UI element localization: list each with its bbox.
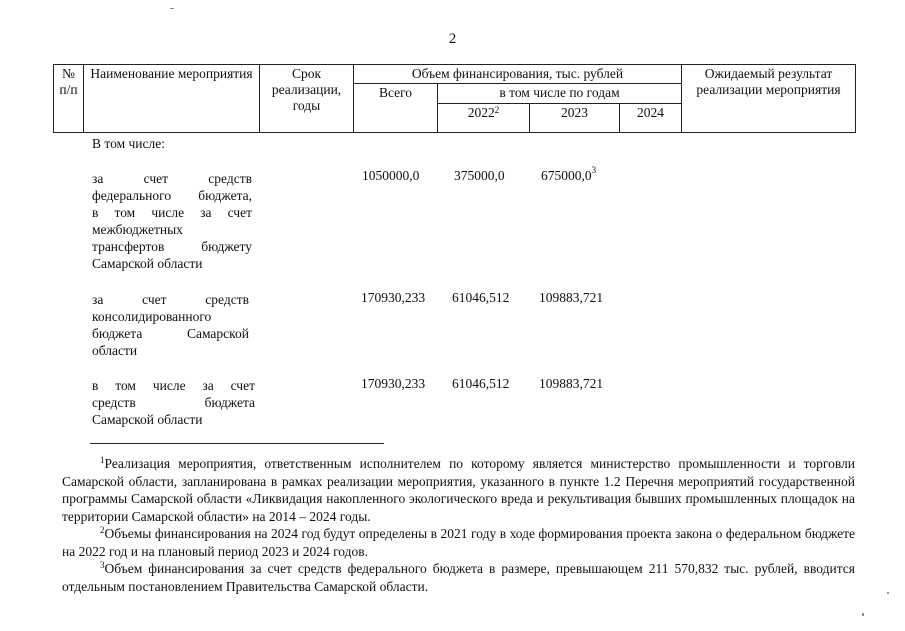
header-term: Срок реализации, годы [260,65,354,133]
row-regional-line: Самарской области [92,412,203,427]
row-consolidated-2022: 61046,512 [452,290,510,305]
header-year-2024: 2024 [620,104,682,133]
row-regional-2023: 109883,721 [539,376,604,391]
scan-speck [887,592,889,594]
header-number: № п/п [54,65,84,133]
row-federal-2022: 375000,0 [454,168,505,183]
row-federal-line: в том числе за счет [92,205,252,220]
scan-speck [862,613,864,616]
header-expected-result: Ожидаемый результат реализации мероприятия [682,65,856,133]
row-federal-total: 1050000,0 [362,168,420,183]
row-consolidated-name [92,291,249,359]
header-activity-name: Наименование мероприятия [84,65,260,133]
row-consolidated-2023: 109883,721 [539,290,604,305]
row-federal-line: Самарской области [92,256,203,271]
footnote-3: $^3$Объем финансирования за счет средств федерального бюджета в размере, превышающем 211 570,832 тыс. рублей, вводится отдельным постановлением Правительства Самарской области. [62,560,855,594]
header-year-2023: 2023 [530,104,620,133]
page-number: 2 [448,31,457,47]
row-federal-name [92,170,252,272]
footnote-2: $^2$Объемы финансирования на 2024 год будут определены в 2021 году в ходе формирования проекта закона о федеральном бюджете на 2022 год и на плановый период 2023 и 2024 годов. [62,525,855,559]
row-consolidated-line: области [92,343,138,358]
row-consolidated-line: консолидированного [92,309,212,324]
row-consolidated-line: бюджета Самарской [92,326,249,341]
row-federal-line: за счет средств [92,171,252,186]
row-federal-2023: 675000,0$^3$ [541,165,597,183]
row-regional-total: 170930,233 [361,376,426,391]
row-federal-line: межбюджетных [92,222,183,237]
row-federal-line: трансфертов бюджету [92,239,252,254]
row-regional-line: средств бюджета [92,395,255,410]
row-federal-line: федерального бюджета, [92,188,252,203]
header-funding: Объем финансирования, тыс. рублей [354,65,682,84]
footnotes [62,455,855,595]
row-regional-line: в том числе за счет [92,378,255,393]
header-by-year: в том числе по годам [438,84,682,104]
row-consolidated-total: 170930,233 [361,290,426,305]
footnote-separator [90,443,384,444]
header-year-2022: 2022$^2$ [438,104,530,133]
scan-speck [170,8,174,9]
footnote-1: $^1$Реализация мероприятия, ответственным исполнителем по которому является министерство промышленности и торговли Самарской области, запланирована в рамках реализации мероприятия, указанного в пункте 1.2 Перечня мероприятий государственной программы Самарской области «Ликвидация накопленного экологического вреда и рекультивация бывших промышленных площадок на территории Самарской области» на 2014 – 2024 годы. [62,455,855,524]
rows-intro: В том числе: [92,136,165,151]
row-consolidated-line: за счет средств [92,292,249,307]
funding-table-header [53,64,856,133]
row-regional-2022: 61046,512 [452,376,510,391]
header-total: Всего [354,84,438,133]
row-regional-name [92,377,255,428]
